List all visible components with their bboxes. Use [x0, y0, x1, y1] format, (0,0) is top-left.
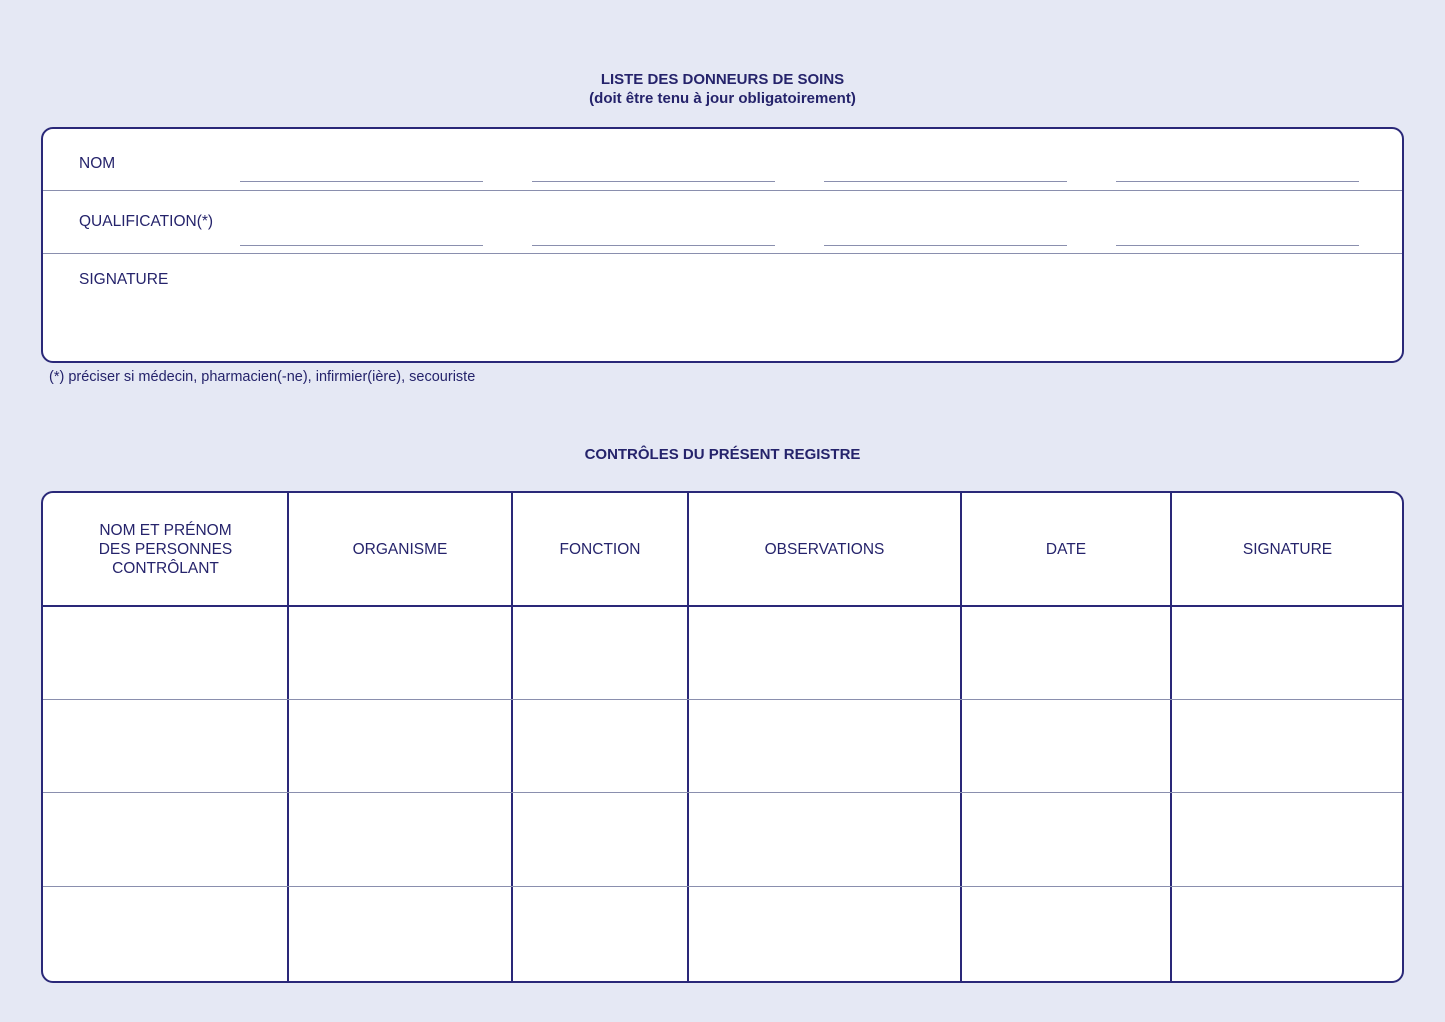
- header-divider: [43, 605, 1402, 607]
- nom-field-3[interactable]: [824, 181, 1067, 182]
- column-divider: [287, 493, 289, 981]
- signature-label: SIGNATURE: [79, 271, 169, 288]
- column-divider: [960, 493, 962, 981]
- row-divider: [43, 190, 1402, 191]
- qualification-field-3[interactable]: [824, 245, 1067, 246]
- column-divider: [511, 493, 513, 981]
- column-divider: [687, 493, 689, 981]
- donneurs-subtitle: (doit être tenu à jour obligatoirement): [589, 90, 856, 107]
- column-header-date: DATE: [1045, 540, 1087, 558]
- column-divider: [1170, 493, 1172, 981]
- nom-field-2[interactable]: [532, 181, 775, 182]
- row-divider: [43, 699, 1402, 700]
- row-divider: [43, 792, 1402, 793]
- nom-field-1[interactable]: [240, 181, 483, 182]
- qualification-field-2[interactable]: [532, 245, 775, 246]
- column-header-organisme: ORGANISME: [352, 540, 448, 558]
- column-header-signature: SIGNATURE: [1242, 540, 1333, 558]
- column-header-nom-prenom: NOM ET PRÉNOM DES PERSONNES CONTRÔLANT: [98, 521, 233, 577]
- qualification-label: QUALIFICATION(*): [79, 213, 214, 230]
- donneurs-title: LISTE DES DONNEURS DE SOINS: [600, 71, 845, 88]
- row-divider: [43, 886, 1402, 887]
- controles-table: [41, 491, 1404, 983]
- controles-title: CONTRÔLES DU PRÉSENT REGISTRE: [584, 446, 861, 463]
- qualification-footnote: (*) préciser si médecin, pharmacien(-ne), infirmier(ière), secouriste: [49, 369, 476, 385]
- column-header-observations: OBSERVATIONS: [764, 540, 885, 558]
- row-divider: [43, 253, 1402, 254]
- nom-label: NOM: [79, 155, 116, 172]
- qualification-field-1[interactable]: [240, 245, 483, 246]
- qualification-field-4[interactable]: [1116, 245, 1359, 246]
- nom-field-4[interactable]: [1116, 181, 1359, 182]
- column-header-fonction: FONCTION: [559, 540, 641, 558]
- donneurs-form: [41, 127, 1404, 363]
